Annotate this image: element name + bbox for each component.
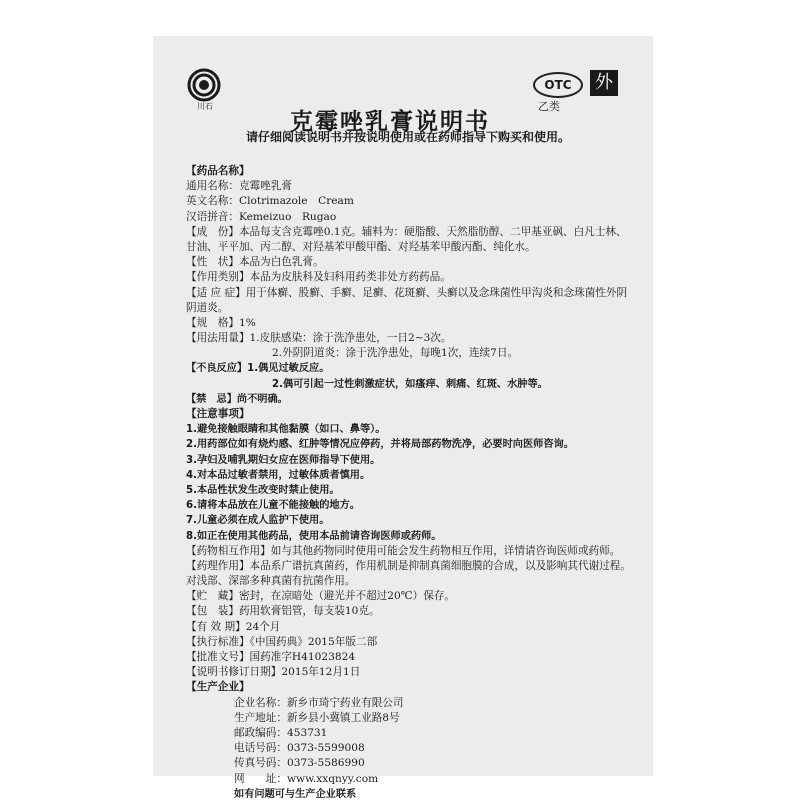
english-name: 英文名称：Clotrimazole Cream [186,195,354,208]
section-pharmacology: 【药理作用】本品系广谱抗真菌药，作用机制是抑制真菌细胞膜的合成，以及影响其代谢过程。 [186,559,631,572]
section-adverse-reactions: 【不良反应】1.偶见过敏反应。 [186,363,330,375]
section-appearance: 【性 状】本品为白色乳膏。 [186,256,324,269]
section-dosage: 【用法用量】1.皮肤感染：涂于洗净患处，一日2~3次。 [186,332,452,345]
section-contraindications: 【禁 忌】尚不明确。 [186,393,288,405]
dosage-item-2: 2.外阴阴道炎：涂于洗净患处，每晚1次，连续7日。 [272,347,519,360]
section-manufacturer: 【生产企业】 [186,681,250,694]
section-revision-date: 【说明书修订日期】2015年12月1日 [186,666,361,679]
precaution-item: 7.儿童必须在成人监护下使用。 [186,515,330,527]
contact-note: 如有问题可与生产企业联系 [234,788,357,800]
postal-code: 邮政编码：453731 [234,726,328,739]
ingredients-continued: 甘油、平平加、丙二醇、对羟基苯甲酸甲酯、对羟基苯甲酸丙酯、纯化水。 [186,240,536,253]
section-storage: 【贮 藏】密封，在凉暗处（避光并不超过20℃）保存。 [186,590,455,603]
section-approval-number: 【批准文号】国药准字H41023824 [186,651,356,663]
page-title: 克霉唑乳膏说明书 [290,109,490,135]
section-ingredients: 【成 份】本品每支含克霉唑0.1克。辅料为：硬脂酸、天然脂肪醇、二甲基亚砜、白凡士林、 [186,225,627,238]
precaution-item: 4.对本品过敏者禁用，过敏体质者慎用。 [186,469,371,481]
section-drug-name: 【药品名称】 [186,165,250,177]
pharmacology-continued: 对浅部、深部多种真菌有抗菌作用。 [186,575,356,588]
precaution-item: 8.如正在使用其他药品，使用本品前请咨询医师或药师。 [186,530,442,542]
logo-text: 川石 [197,102,213,111]
precaution-item: 2.用药部位如有烧灼感、红肿等情况应停药，并将局部药物洗净，必要时向医师咨询。 [186,439,574,451]
production-address: 生产地址：新乡县小冀镇工业路8号 [234,711,400,724]
section-package: 【包 装】药用软膏铝管，每支装10克。 [186,605,380,618]
precaution-item: 5.本品性状发生改变时禁止使用。 [186,484,340,496]
company-logo-icon [187,68,221,102]
website: 网 址：www.xxqnyy.com [234,772,379,785]
section-standard: 【执行标准】《中国药典》2015年版二部 [186,635,378,648]
pinyin-name: 汉语拼音：Kemeizuo Rugao [186,210,337,223]
precaution-item: 1.避免接触眼睛和其他黏膜（如口、鼻等）。 [186,424,386,436]
section-precautions: 【注意事项】 [186,408,250,420]
adverse-reaction-item-2: 2.偶可引起一过性刺激症状，如瘙痒、刺痛、红斑、水肿等。 [272,378,548,390]
precaution-item: 3.孕妇及哺乳期妇女应在医师指导下使用。 [186,454,381,466]
indications-continued: 阴道炎。 [186,301,229,314]
otc-type-label: 乙类 [538,100,560,113]
generic-name: 通用名称：克霉唑乳膏 [186,180,292,193]
page-subtitle: 请仔细阅读说明书并按说明使用或在药师指导下购买和使用。 [245,130,570,144]
leaflet-body [186,164,631,802]
phone-number: 电话号码：0373-5599008 [234,742,365,755]
section-specification: 【规 格】1% [186,316,256,329]
fax-number: 传真号码：0373-5586990 [234,757,365,770]
external-use-badge: 外 [590,70,618,96]
section-indications: 【适 应 症】用于体癣、股癣、手癣、足癣、花斑癣、头癣以及念珠菌性甲沟炎和念珠菌性外阴 [186,286,628,299]
precaution-item: 6.请将本品放在儿童不能接触的地方。 [186,500,360,512]
section-category: 【作用类别】本品为皮肤科及妇科用药类非处方药药品。 [186,271,451,284]
otc-badge: OTC [533,72,583,98]
company-name: 企业名称：新乡市琦宁药业有限公司 [234,696,404,709]
section-shelf-life: 【有 效 期】24个月 [186,620,281,633]
section-drug-interactions: 【药物相互作用】如与其他药物同时使用可能会发生药物相互作用，详情请咨询医师或药师。 [186,544,621,557]
